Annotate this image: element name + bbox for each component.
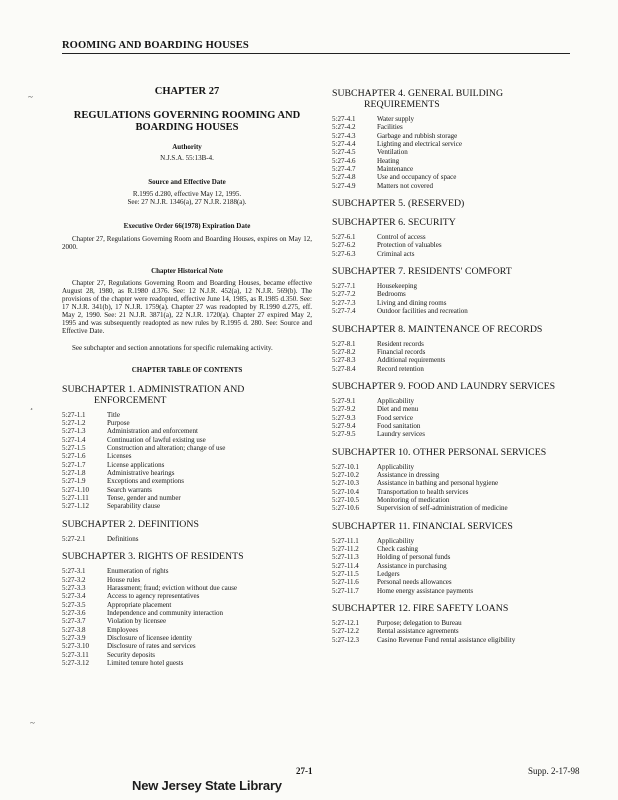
- section-entry: [62, 576, 312, 584]
- section-title: Purpose; delegation to Bureau: [377, 619, 462, 628]
- section-title: Living and dining rooms: [377, 298, 447, 307]
- subchapter-title: SUBCHAPTER 1. ADMINISTRATION AND: [62, 383, 245, 395]
- section-number: 5:27-1.7: [62, 460, 86, 469]
- section-entry: [62, 477, 312, 485]
- executive-order-heading: Executive Order 66(1978) Expiration Date: [123, 222, 251, 231]
- source-text: R.1995 d.280, effective May 12, 1995.: [132, 190, 242, 199]
- section-number: 5:27-9.3: [332, 413, 356, 422]
- section-entry: [62, 642, 312, 650]
- section-number: 5:27-1.8: [62, 469, 86, 478]
- section-title: Protection of valuables: [377, 241, 442, 250]
- subchapter-title-cont: REQUIREMENTS: [364, 99, 440, 110]
- section-number: 5:27-10.3: [332, 479, 360, 488]
- section-title: Assistance in dressing: [377, 470, 440, 479]
- subchapter-heading: [332, 381, 574, 392]
- section-number: 5:27-10.6: [332, 504, 360, 513]
- section-entry: [332, 545, 574, 553]
- section-entry: [62, 494, 312, 502]
- section-number: 5:27-3.10: [62, 642, 90, 651]
- section-list: [332, 115, 574, 190]
- section-entry: [332, 140, 574, 148]
- section-title: Criminal acts: [377, 249, 415, 258]
- subchapter-heading: [332, 324, 574, 335]
- section-entry: [62, 584, 312, 592]
- toc-heading: CHAPTER TABLE OF CONTENTS: [131, 365, 243, 374]
- section-number: 5:27-11.5: [332, 570, 359, 579]
- section-title: Independence and community interaction: [107, 608, 224, 617]
- section-number: 5:27-3.7: [62, 617, 86, 626]
- section-number: 5:27-7.4: [332, 307, 356, 316]
- section-number: 5:27-1.4: [62, 435, 86, 444]
- executive-order-text: Chapter 27, Regulations Governing Room and Boarding Houses, expires on May 12, 2000.: [62, 234, 312, 251]
- section-number: 5:27-3.8: [62, 625, 86, 634]
- section-entry: [62, 486, 312, 494]
- section-title: Ledgers: [377, 570, 400, 579]
- section-number: 5:27-1.11: [62, 494, 89, 503]
- subchapter-heading: [62, 519, 312, 530]
- section-number: 5:27-11.3: [332, 553, 359, 562]
- section-number: 5:27-3.12: [62, 658, 90, 667]
- section-title: Applicability: [377, 462, 414, 471]
- section-title: Lighting and electrical service: [377, 140, 462, 149]
- section-title: License applications: [107, 460, 165, 469]
- section-title: Matters not covered: [377, 181, 433, 190]
- section-title: Administrative hearings: [107, 469, 175, 478]
- section-list: [332, 233, 574, 258]
- section-title: Security deposits: [107, 650, 156, 659]
- section-list: [332, 619, 574, 644]
- subchapter-title: SUBCHAPTER 11. FINANCIAL SERVICES: [332, 520, 513, 532]
- section-entry: [332, 430, 574, 438]
- toc-right: [332, 88, 574, 644]
- section-list: [62, 567, 312, 667]
- source-heading: Source and Effective Date: [148, 178, 226, 187]
- section-entry: [332, 562, 574, 570]
- section-number: 5:27-1.12: [62, 502, 90, 511]
- section-entry: [332, 397, 574, 405]
- section-title: Casino Revenue Fund rental assistance eligibility: [377, 635, 516, 644]
- section-list: [332, 537, 574, 595]
- section-number: 5:27-4.5: [332, 148, 356, 157]
- section-entry: [62, 626, 312, 634]
- section-title: Separability clause: [107, 502, 161, 511]
- left-column: [62, 86, 312, 667]
- section-title: Home energy assistance payments: [377, 586, 474, 595]
- section-title: Personal needs allowances: [377, 578, 452, 587]
- section-title: Holding of personal funds: [377, 553, 451, 562]
- subchapter-title: SUBCHAPTER 8. MAINTENANCE OF RECORDS: [332, 323, 543, 335]
- section-number: 5:27-1.6: [62, 452, 86, 461]
- historical-note-text: Chapter 27, Regulations Governing Room and Boarding Houses, became effective August 28, 1980, as R.1980 d.376. See: 12 N.J.R. 452(a), 12 N.J.R. 569(b). The provisions of the chapter were readopted, effective June 14, 1985, as R.1985 d.350. See: 17 N.J.R. 341(b), 17 N.J.R. 1759(a). Chapter 27 was readopted by R.1990 d.275, eff. May 2, 1990. See: 21 N.J.R. 3871(a), 22 N.J.R. 1720(a). Chapter 27 expired May 2, 1995 and was subsequently readopted as new rules by R.1995 d. 280. See: Source and Effective Date.: [62, 278, 312, 336]
- section-entry: [332, 250, 574, 258]
- section-entry: [332, 356, 574, 364]
- library-stamp: New Jersey State Library: [132, 778, 282, 793]
- section-entry: [62, 452, 312, 460]
- section-number: 5:27-7.3: [332, 298, 356, 307]
- section-title: Financial records: [377, 347, 426, 356]
- section-number: 5:27-9.2: [332, 405, 356, 414]
- section-title: Use and occupancy of space: [377, 173, 457, 182]
- subchapter-title: SUBCHAPTER 4. GENERAL BUILDING: [332, 88, 504, 99]
- authority-text: N.J.S.A. 55:13B-4.: [160, 154, 214, 163]
- section-number: 5:27-9.4: [332, 421, 356, 430]
- historical-note-heading: Chapter Historical Note: [151, 266, 223, 275]
- section-entry: [332, 132, 574, 140]
- section-entry: [332, 488, 574, 496]
- section-title: Licenses: [107, 452, 132, 461]
- section-title: Exceptions and exemptions: [107, 477, 184, 486]
- subchapter-title: SUBCHAPTER 2. DEFINITIONS: [62, 518, 199, 530]
- section-entry: [62, 592, 312, 600]
- section-title: Laundry services: [377, 430, 426, 439]
- section-list: [332, 340, 574, 373]
- subchapter-title: SUBCHAPTER 3. RIGHTS OF RESIDENTS: [62, 551, 244, 563]
- subchapter-heading: [62, 384, 312, 406]
- section-entry: [62, 659, 312, 667]
- section-entry: [332, 463, 574, 471]
- section-number: 5:27-4.4: [332, 140, 356, 149]
- section-title: Search warrants: [107, 485, 152, 494]
- section-number: 5:27-4.8: [332, 173, 356, 182]
- section-title: Ventilation: [377, 148, 408, 157]
- section-entry: [332, 165, 574, 173]
- section-title: Limited tenure hotel guests: [107, 658, 184, 667]
- section-entry: [332, 348, 574, 356]
- section-number: 5:27-1.1: [62, 410, 86, 419]
- section-list: [332, 282, 574, 315]
- section-number: 5:27-9.5: [332, 430, 356, 439]
- section-entry: [332, 496, 574, 504]
- section-number: 5:27-1.3: [62, 427, 86, 436]
- section-title: Resident records: [377, 339, 424, 348]
- section-title: Additional requirements: [377, 356, 446, 365]
- section-number: 5:27-8.4: [332, 364, 356, 373]
- section-entry: [332, 290, 574, 298]
- section-number: 5:27-8.2: [332, 347, 356, 356]
- section-number: 5:27-4.3: [332, 131, 356, 140]
- section-title: Garbage and rubbish storage: [377, 131, 458, 140]
- section-number: 5:27-8.1: [332, 339, 356, 348]
- subchapter-heading: [62, 551, 312, 562]
- subchapter-heading: [332, 217, 574, 228]
- section-title: Harassment; fraud; eviction without due cause: [107, 583, 238, 592]
- subchapter-heading: [332, 447, 574, 458]
- section-number: 5:27-4.2: [332, 123, 356, 132]
- supplement-date: Supp. 2-17-98: [528, 766, 580, 776]
- section-title: Tense, gender and number: [107, 494, 181, 503]
- section-number: 5:27-2.1: [62, 534, 86, 543]
- section-title: Purpose: [107, 419, 130, 428]
- subchapter-title-cont: ENFORCEMENT: [94, 394, 167, 406]
- section-list: [332, 463, 574, 513]
- section-title: Supervision of self-administration of medicine: [377, 504, 508, 513]
- section-number: 5:27-11.2: [332, 545, 359, 553]
- annotations-text: See subchapter and section annotations for specific rulemaking activity.: [72, 343, 273, 352]
- section-title: Check cashing: [377, 545, 419, 553]
- section-number: 5:27-10.2: [332, 470, 360, 479]
- section-number: 5:27-3.9: [62, 633, 86, 642]
- binding-mark: ¸: [30, 400, 33, 410]
- section-entry: [62, 444, 312, 452]
- right-column: [332, 88, 574, 644]
- section-entry: [332, 578, 574, 586]
- section-entry: [332, 365, 574, 373]
- section-number: 5:27-11.6: [332, 578, 359, 587]
- subchapter-title: SUBCHAPTER 7. RESIDENTS' COMFORT: [332, 266, 512, 278]
- section-entry: [332, 422, 574, 430]
- section-entry: [332, 241, 574, 249]
- section-number: 5:27-3.2: [62, 575, 86, 584]
- section-entry: [332, 479, 574, 487]
- subchapter-title: SUBCHAPTER 9. FOOD AND LAUNDRY SERVICES: [332, 380, 556, 392]
- section-title: Food sanitation: [377, 421, 421, 430]
- section-title: Diet and menu: [377, 405, 419, 414]
- section-entry: [332, 123, 574, 131]
- section-title: House rules: [107, 575, 141, 584]
- section-entry: [332, 157, 574, 165]
- subchapter-heading: [332, 521, 574, 532]
- section-title: Transportation to health services: [377, 487, 469, 496]
- section-number: 5:27-12.1: [332, 619, 360, 628]
- section-entry: [62, 461, 312, 469]
- section-entry: [332, 148, 574, 156]
- section-number: 5:27-3.4: [62, 592, 86, 601]
- section-entry: [332, 570, 574, 578]
- section-entry: [332, 414, 574, 422]
- section-number: 5:27-3.3: [62, 583, 86, 592]
- section-number: 5:27-7.2: [332, 290, 356, 299]
- section-number: 5:27-10.4: [332, 487, 360, 496]
- section-entry: [62, 419, 312, 427]
- section-number: 5:27-11.4: [332, 561, 359, 570]
- section-number: 5:27-1.2: [62, 419, 86, 428]
- section-title: Enumeration of rights: [107, 567, 169, 576]
- section-number: 5:27-11.1: [332, 536, 359, 545]
- section-entry: [62, 651, 312, 659]
- section-title: Outdoor facilities and recreation: [377, 307, 468, 316]
- section-entry: [332, 307, 574, 315]
- subchapter-title: SUBCHAPTER 10. OTHER PERSONAL SERVICES: [332, 446, 547, 458]
- section-number: 5:27-6.3: [332, 249, 356, 258]
- section-title: Administration and enforcement: [107, 427, 198, 436]
- chapter-number: CHAPTER 27: [154, 86, 220, 97]
- section-entry: [332, 115, 574, 123]
- section-entry: [332, 340, 574, 348]
- section-entry: [332, 233, 574, 241]
- section-list: [62, 411, 312, 511]
- authority-heading: Authority: [172, 143, 202, 151]
- section-number: 5:27-3.5: [62, 600, 86, 609]
- section-entry: [332, 636, 574, 644]
- section-number: 5:27-7.1: [332, 282, 356, 291]
- section-entry: [62, 436, 312, 444]
- section-entry: [62, 427, 312, 435]
- section-entry: [62, 609, 312, 617]
- section-number: 5:27-12.3: [332, 635, 360, 644]
- section-title: Assistance in purchasing: [377, 561, 447, 570]
- section-number: 5:27-10.1: [332, 462, 360, 471]
- section-title: Monitoring of medication: [377, 495, 450, 504]
- subchapter-heading: [332, 603, 574, 614]
- section-number: 5:27-1.9: [62, 477, 86, 486]
- section-entry: [62, 535, 312, 543]
- page-number: 27-1: [296, 766, 313, 776]
- subchapter-title: SUBCHAPTER 5. (RESERVED): [332, 198, 465, 210]
- section-title: Heating: [377, 156, 400, 165]
- section-number: 5:27-3.11: [62, 650, 89, 659]
- section-number: 5:27-6.2: [332, 241, 356, 250]
- section-number: 5:27-4.1: [332, 115, 356, 123]
- section-entry: [332, 182, 574, 190]
- section-title: Definitions: [107, 534, 139, 543]
- section-entry: [62, 601, 312, 609]
- section-title: Title: [107, 410, 120, 419]
- section-number: 5:27-4.6: [332, 156, 356, 165]
- section-number: 5:27-11.7: [332, 586, 359, 595]
- section-number: 5:27-1.10: [62, 485, 90, 494]
- section-entry: [332, 537, 574, 545]
- section-entry: [332, 553, 574, 561]
- source-text: See: 27 N.J.R. 1346(a), 27 N.J.R. 2188(a).: [127, 198, 247, 207]
- section-number: 5:27-4.9: [332, 181, 356, 190]
- section-number: 5:27-3.1: [62, 567, 86, 576]
- section-entry: [332, 299, 574, 307]
- section-title: Employees: [107, 625, 139, 634]
- section-title: Construction and alteration; change of use: [107, 444, 226, 453]
- section-entry: [332, 471, 574, 479]
- section-number: 5:27-1.5: [62, 444, 86, 453]
- section-title: Access to agency representatives: [107, 592, 200, 601]
- section-entry: [62, 502, 312, 510]
- section-entry: [62, 567, 312, 575]
- regulation-title: REGULATIONS GOVERNING ROOMING AND BOARDING HOUSES: [73, 110, 301, 133]
- section-title: Applicability: [377, 396, 414, 405]
- section-title: Record retention: [377, 364, 424, 373]
- subchapter-heading: [332, 198, 574, 209]
- section-number: 5:27-4.7: [332, 165, 356, 174]
- section-title: Assistance in bathing and personal hygiene: [377, 479, 499, 488]
- section-entry: [332, 173, 574, 181]
- section-title: Water supply: [377, 115, 414, 123]
- binding-mark: ~: [28, 92, 33, 102]
- section-entry: [332, 619, 574, 627]
- section-number: 5:27-12.2: [332, 627, 360, 636]
- binding-mark: ~: [30, 718, 35, 728]
- section-entry: [332, 504, 574, 512]
- section-number: 5:27-9.1: [332, 396, 356, 405]
- section-title: Food service: [377, 413, 413, 422]
- section-title: Facilities: [377, 123, 403, 132]
- section-title: Bedrooms: [377, 290, 406, 299]
- subchapter-title: SUBCHAPTER 12. FIRE SAFETY LOANS: [332, 603, 509, 615]
- section-title: Housekeeping: [377, 282, 418, 291]
- section-entry: [62, 617, 312, 625]
- section-title: Maintenance: [377, 165, 414, 174]
- subchapter-title: SUBCHAPTER 6. SECURITY: [332, 217, 456, 229]
- subchapter-heading: [332, 88, 574, 110]
- section-title: Continuation of lawful existing use: [107, 435, 206, 444]
- section-number: 5:27-3.6: [62, 608, 86, 617]
- section-list: [62, 535, 312, 543]
- section-title: Control of access: [377, 233, 426, 242]
- section-list: [332, 397, 574, 439]
- running-head: ROOMING AND BOARDING HOUSES: [62, 40, 570, 54]
- subchapter-heading: [332, 266, 574, 277]
- section-entry: [332, 627, 574, 635]
- section-entry: [332, 405, 574, 413]
- section-number: 5:27-8.3: [332, 356, 356, 365]
- section-title: Disclosure of rates and services: [107, 642, 196, 651]
- section-entry: [332, 587, 574, 595]
- section-entry: [62, 469, 312, 477]
- section-title: Disclosure of licensee identity: [107, 633, 192, 642]
- section-title: Applicability: [377, 536, 414, 545]
- section-title: Violation by licensee: [107, 617, 167, 626]
- toc-left: [62, 384, 312, 668]
- section-entry: [332, 282, 574, 290]
- section-number: 5:27-6.1: [332, 233, 356, 242]
- section-number: 5:27-10.5: [332, 495, 360, 504]
- section-entry: [62, 411, 312, 419]
- section-entry: [62, 634, 312, 642]
- section-title: Appropriate placement: [107, 600, 172, 609]
- section-title: Rental assistance agreements: [377, 627, 459, 636]
